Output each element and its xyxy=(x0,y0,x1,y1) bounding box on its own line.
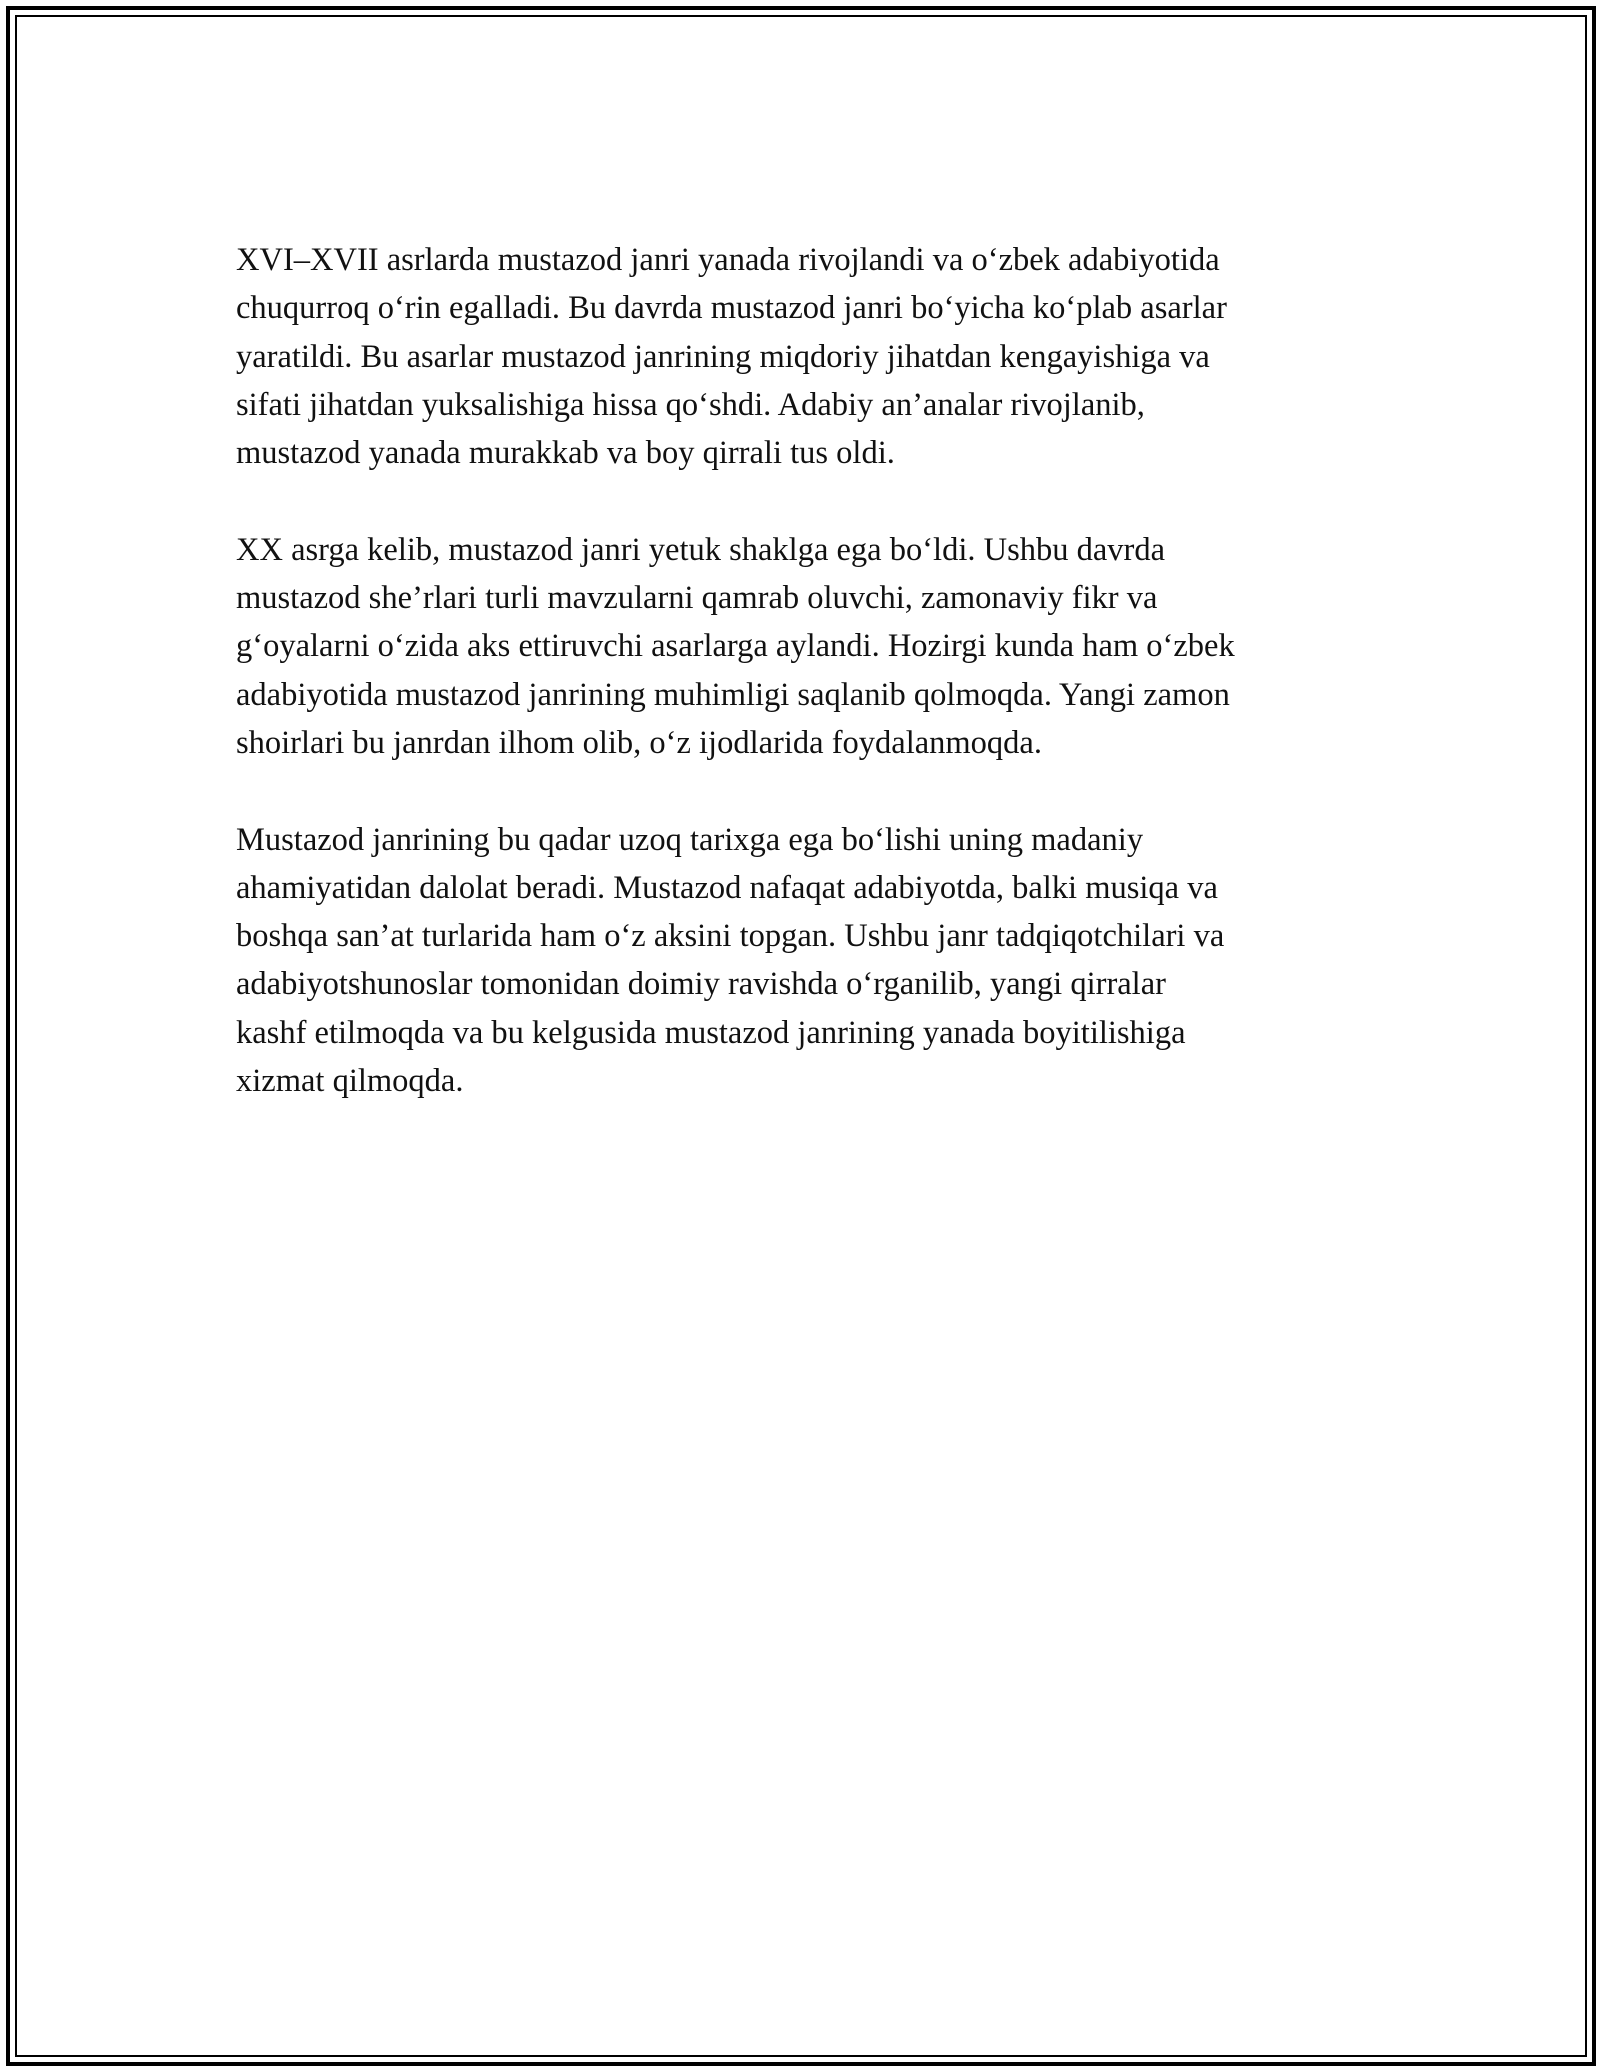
paragraph-3: Mustazod janrining bu qadar uzoq tarixga ega bo‘lishi uning madaniy ahamiyatidan dalolat beradi. Mustazod nafaqat adabiyotda, balki musiqa va boshqa san’at turlarida ham o‘z aksini topgan. Ushbu janr tadqiqotchilari va adabiyotshunoslar tomonidan doimiy ravishda o‘rganilib, yangi qirralar kashf etilmoqda va bu kelgusida mustazod janrining yanada boyitilishiga xizmat qilmoqda. xyxy=(236,821,1225,1100)
document-body xyxy=(236,236,1386,1154)
paragraph-2: XX asrga kelib, mustazod janri yetuk shaklga ega bo‘ldi. Ushbu davrda mustazod she’rlari turli mavzularni qamrab oluvchi, zamonaviy fikr va g‘oyalarni o‘zida aks ettiruvchi asarlarga aylandi. Hozirgi kunda ham o‘zbek adabiyotida mustazod janrining muhimligi saqlanib qolmoqda. Yangi zamon shoirlari bu janrdan ilhom olib, o‘z ijodlarida foydalanmoqda. xyxy=(236,531,1235,761)
paragraph-1: XVI–XVII asrlarda mustazod janri yanada rivojlandi va o‘zbek adabiyotida chuqurroq o‘rin egalladi. Bu davrda mustazod janri bo‘yicha ko‘plab asarlar yaratildi. Bu asarlar mustazod janrining miqdoriy jihatdan kengayishiga va sifati jihatdan yuksalishiga hissa qo‘shdi. Adabiy an’analar rivojlanib, mustazod yanada murakkab va boy qirrali tus oldi. xyxy=(236,242,1227,472)
